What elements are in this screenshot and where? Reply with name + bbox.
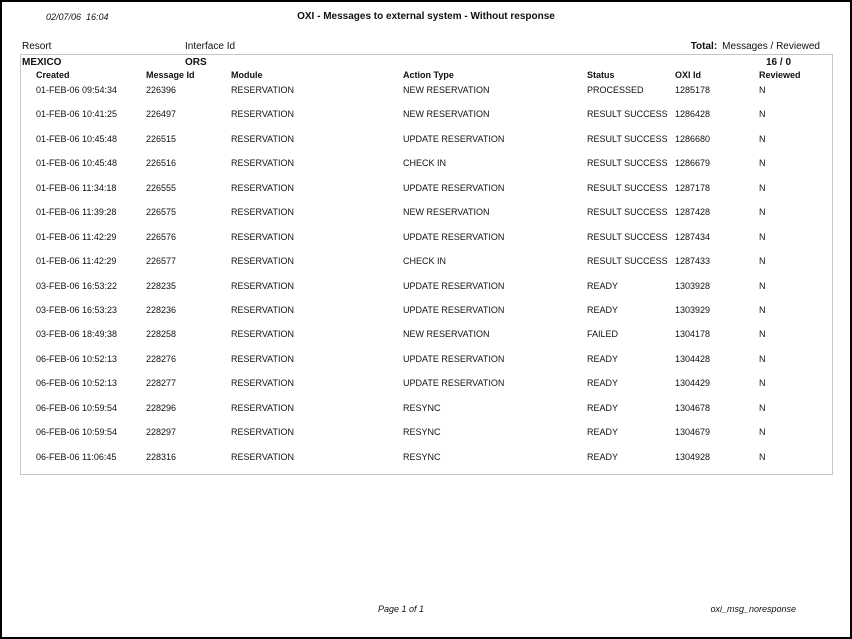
cell-module: RESERVATION	[231, 182, 295, 193]
cell-message-id: 228258	[146, 329, 177, 340]
cell-reviewed: N	[759, 402, 766, 413]
report-title: OXI - Messages to external system - Without response	[297, 11, 555, 22]
cell-created: 06-FEB-06 10:52:13	[36, 353, 118, 364]
cell-reviewed: N	[759, 378, 766, 389]
cell-message-id: 226576	[146, 231, 177, 242]
cell-reviewed: N	[759, 231, 766, 242]
cell-oxi-id: 1287178	[675, 182, 711, 193]
cell-message-id: 228235	[146, 280, 177, 291]
table-row	[2, 401, 850, 425]
column-header-status: Status	[587, 70, 615, 80]
cell-message-id: 226555	[146, 182, 177, 193]
table-row	[2, 450, 850, 474]
cell-status: RESULT SUCCESS	[587, 231, 668, 242]
table-row	[2, 156, 850, 180]
cell-action-type: UPDATE RESERVATION	[403, 231, 505, 242]
cell-oxi-id: 1304429	[675, 378, 711, 389]
table-row	[2, 230, 850, 254]
cell-reviewed: N	[759, 427, 766, 438]
column-header-message-id: Message Id	[146, 70, 195, 80]
cell-status: READY	[587, 378, 619, 389]
cell-status: FAILED	[587, 329, 619, 340]
cell-action-type: NEW RESERVATION	[403, 85, 490, 95]
cell-created: 06-FEB-06 11:06:45	[36, 451, 117, 462]
cell-status: READY	[587, 304, 619, 315]
cell-reviewed: N	[759, 304, 766, 315]
table-row	[2, 132, 850, 156]
cell-message-id: 226516	[146, 158, 177, 169]
cell-module: RESERVATION	[231, 329, 295, 340]
cell-oxi-id: 1286679	[675, 158, 711, 169]
cell-oxi-id: 1287433	[675, 256, 711, 267]
cell-oxi-id: 1287434	[675, 231, 711, 242]
cell-module: RESERVATION	[231, 85, 295, 95]
cell-reviewed: N	[759, 451, 766, 462]
cell-oxi-id: 1303929	[675, 304, 711, 315]
cell-action-type: NEW RESERVATION	[403, 207, 490, 218]
cell-oxi-id: 1304679	[675, 427, 711, 438]
cell-action-type: RESYNC	[403, 427, 441, 438]
cell-action-type: CHECK IN	[403, 158, 447, 169]
total-label: Total:	[690, 41, 718, 52]
table-row	[2, 83, 850, 107]
cell-module: RESERVATION	[231, 353, 295, 364]
resort-value: MEXICO	[22, 57, 62, 68]
cell-module: RESERVATION	[231, 109, 295, 120]
cell-status: RESULT SUCCESS	[587, 109, 668, 120]
cell-module: RESERVATION	[231, 231, 295, 242]
cell-reviewed: N	[759, 133, 766, 144]
cell-created: 03-FEB-06 18:49:38	[36, 329, 118, 340]
cell-status: READY	[587, 280, 619, 291]
cell-reviewed: N	[759, 280, 766, 291]
cell-oxi-id: 1304178	[675, 329, 711, 340]
cell-reviewed: N	[759, 85, 766, 95]
cell-module: RESERVATION	[231, 427, 295, 438]
table-row	[2, 352, 850, 376]
cell-reviewed: N	[759, 256, 766, 267]
table-row	[2, 205, 850, 229]
column-header-module: Module	[231, 70, 263, 80]
total-caption-text: Messages / Reviewed	[722, 41, 820, 52]
cell-action-type: NEW RESERVATION	[403, 329, 490, 340]
cell-oxi-id: 1304928	[675, 451, 711, 462]
cell-message-id: 228277	[146, 378, 177, 389]
cell-status: READY	[587, 402, 619, 413]
column-header-action-type: Action Type	[403, 70, 454, 80]
cell-reviewed: N	[759, 109, 766, 120]
cell-action-type: UPDATE RESERVATION	[403, 304, 505, 315]
table-row	[2, 107, 850, 131]
cell-reviewed: N	[759, 158, 766, 169]
cell-status: RESULT SUCCESS	[587, 182, 668, 193]
table-header-row	[2, 70, 850, 82]
cell-created: 01-FEB-06 09:54:34	[36, 85, 118, 95]
cell-reviewed: N	[759, 329, 766, 340]
cell-action-type: UPDATE RESERVATION	[403, 133, 505, 144]
column-header-created: Created	[36, 70, 70, 80]
cell-status: READY	[587, 427, 619, 438]
cell-created: 01-FEB-06 11:42:29	[36, 256, 117, 267]
cell-message-id: 226515	[146, 133, 177, 144]
cell-created: 01-FEB-06 10:45:48	[36, 133, 118, 144]
column-header-oxi-id: OXI Id	[675, 70, 702, 80]
cell-status: RESULT SUCCESS	[587, 133, 668, 144]
cell-reviewed: N	[759, 182, 766, 193]
table-row	[2, 181, 850, 205]
cell-created: 01-FEB-06 10:45:48	[36, 158, 118, 169]
cell-created: 01-FEB-06 11:39:28	[36, 207, 117, 218]
cell-status: READY	[587, 353, 619, 364]
cell-status: RESULT SUCCESS	[587, 158, 668, 169]
column-header-reviewed: Reviewed	[759, 70, 801, 80]
table-row	[2, 425, 850, 449]
interface-id-value: ORS	[185, 57, 207, 68]
table-row	[2, 327, 850, 351]
cell-action-type: UPDATE RESERVATION	[403, 280, 505, 291]
cell-action-type: UPDATE RESERVATION	[403, 182, 505, 193]
cell-module: RESERVATION	[231, 280, 295, 291]
print-timestamp: 02/07/06 16:04	[46, 12, 109, 22]
cell-message-id: 228236	[146, 304, 177, 315]
cell-action-type: RESYNC	[403, 402, 441, 413]
cell-module: RESERVATION	[231, 207, 295, 218]
cell-module: RESERVATION	[231, 256, 295, 267]
cell-action-type: RESYNC	[403, 451, 441, 462]
cell-message-id: 228297	[146, 427, 177, 438]
cell-action-type: UPDATE RESERVATION	[403, 378, 505, 389]
cell-created: 06-FEB-06 10:59:54	[36, 402, 118, 413]
cell-created: 01-FEB-06 11:34:18	[36, 182, 117, 193]
total-value: 16 / 0	[766, 57, 792, 68]
cell-created: 03-FEB-06 16:53:23	[36, 304, 118, 315]
cell-action-type: UPDATE RESERVATION	[403, 353, 505, 364]
cell-action-type: NEW RESERVATION	[403, 109, 490, 120]
cell-module: RESERVATION	[231, 378, 295, 389]
cell-message-id: 226396	[146, 85, 177, 95]
cell-message-id: 228296	[146, 402, 177, 413]
cell-oxi-id: 1286428	[675, 109, 711, 120]
cell-created: 06-FEB-06 10:52:13	[36, 378, 118, 389]
totals-caption	[691, 41, 820, 52]
cell-oxi-id: 1304678	[675, 402, 711, 413]
table-row	[2, 279, 850, 303]
report-filename: oxi_msg_noresponse	[710, 604, 796, 614]
cell-status: READY	[587, 451, 619, 462]
cell-module: RESERVATION	[231, 451, 295, 462]
cell-oxi-id: 1304428	[675, 353, 711, 364]
page-number: Page 1 of 1	[378, 604, 425, 614]
cell-message-id: 226497	[146, 109, 177, 120]
table-body	[2, 83, 850, 474]
resort-label: Resort	[22, 41, 52, 52]
cell-module: RESERVATION	[231, 304, 295, 315]
cell-reviewed: N	[759, 207, 766, 218]
cell-module: RESERVATION	[231, 158, 295, 169]
cell-oxi-id: 1303928	[675, 280, 711, 291]
cell-created: 01-FEB-06 11:42:29	[36, 231, 117, 242]
table-row	[2, 376, 850, 400]
cell-message-id: 226575	[146, 207, 177, 218]
cell-message-id: 228316	[146, 451, 177, 462]
cell-created: 03-FEB-06 16:53:22	[36, 280, 118, 291]
table-row	[2, 254, 850, 278]
table-row	[2, 303, 850, 327]
cell-status: RESULT SUCCESS	[587, 256, 668, 267]
cell-reviewed: N	[759, 353, 766, 364]
cell-message-id: 226577	[146, 256, 177, 267]
cell-module: RESERVATION	[231, 402, 295, 413]
cell-created: 01-FEB-06 10:41:25	[36, 109, 118, 120]
cell-status: PROCESSED	[587, 85, 644, 95]
cell-action-type: CHECK IN	[403, 256, 447, 267]
cell-created: 06-FEB-06 10:59:54	[36, 427, 118, 438]
cell-module: RESERVATION	[231, 133, 295, 144]
cell-oxi-id: 1286680	[675, 133, 711, 144]
interface-id-label: Interface Id	[185, 41, 236, 52]
cell-message-id: 228276	[146, 353, 177, 364]
cell-oxi-id: 1285178	[675, 85, 711, 95]
cell-status: RESULT SUCCESS	[587, 207, 668, 218]
cell-oxi-id: 1287428	[675, 207, 711, 218]
